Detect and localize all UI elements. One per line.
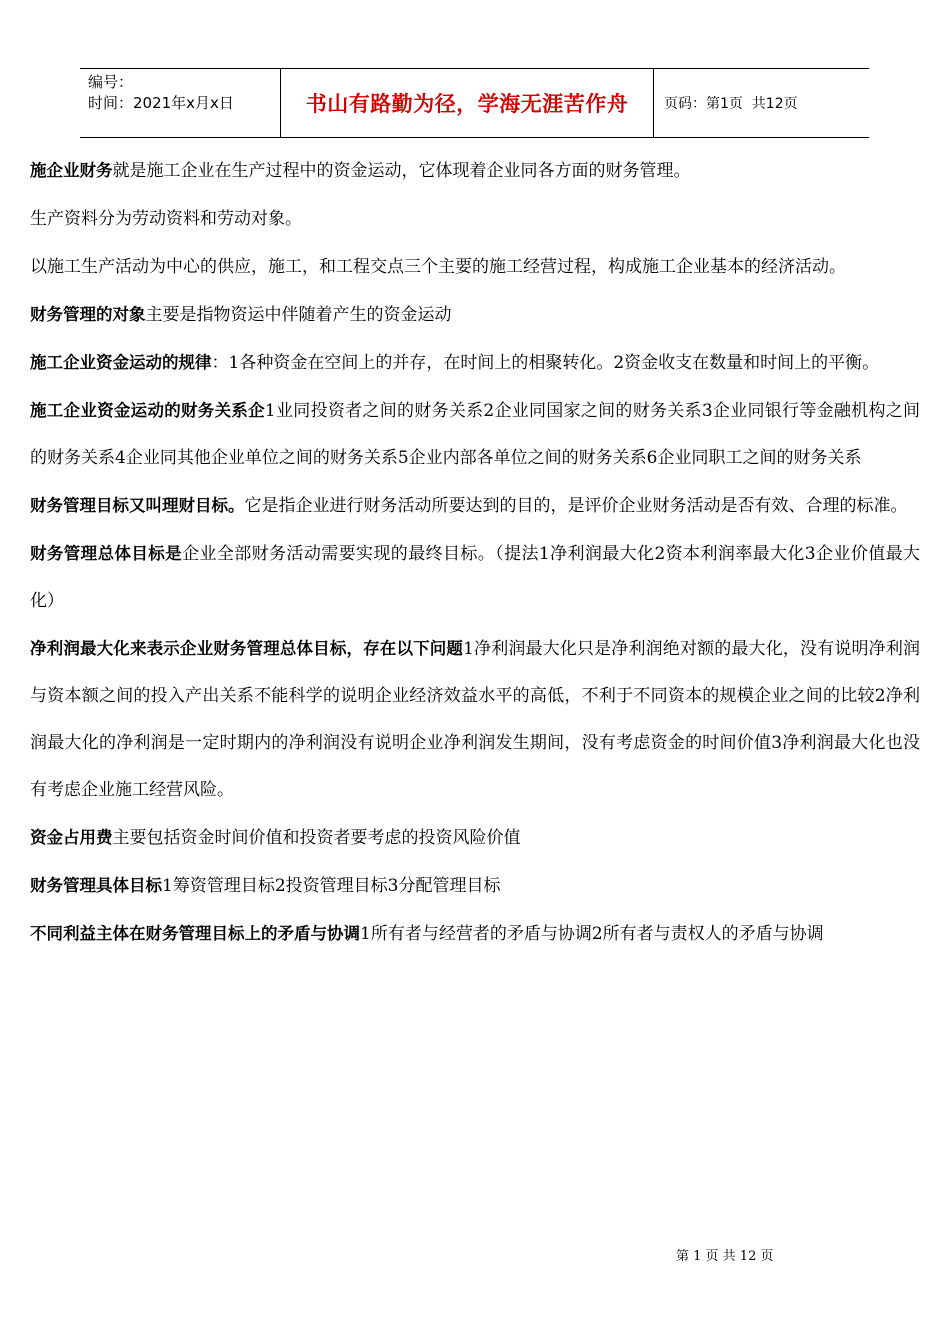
paragraph xyxy=(30,910,920,958)
paragraph-text: 企业全部财务活动需要实现的最终目标。（提法1净利润最大化2资本利润率最大化3企业价值最大化） xyxy=(30,544,920,611)
paragraph-term: 财务管理目标又叫理财目标。 xyxy=(30,496,245,515)
paragraph-text: 1所有者与经营者的矛盾与协调2所有者与责权人的矛盾与协调 xyxy=(360,924,824,944)
page-header xyxy=(80,68,869,138)
paragraph-text: 就是施工企业在生产过程中的资金运动，它体现着企业同各方面的财务管理。 xyxy=(112,161,691,181)
paragraph-text: 它是指企业进行财务活动所要达到的目的，是评价企业财务活动是否有效、合理的标准。 xyxy=(244,496,908,516)
paragraph-term: 财务管理具体目标 xyxy=(30,876,162,895)
paragraph-text: 1净利润最大化只是净利润绝对额的最大化，没有说明净利润与资本额之间的投入产出关系不能科学的说明企业经济效益水平的高低，不利于不同资本的规模企业之间的比较2净利润最大化的净利润是一定时期内的净利润没有说明企业净利润发生期间，没有考虑资金的时间价值3净利润最大化也没有考虑企业施工经营风险。 xyxy=(30,639,920,800)
paragraph xyxy=(30,482,920,530)
paragraph-text: 主要包括资金时间价值和投资者要考虑的投资风险价值 xyxy=(112,828,521,848)
paragraph xyxy=(30,195,920,243)
time-label: 时间：2021年x月x日 xyxy=(88,94,234,112)
paragraph-text: 以施工生产活动为中心的供应，施工，和工程交点三个主要的施工经营过程，构成施工企业基本的经济活动。 xyxy=(30,257,846,277)
page-footer: 第 1 页 共 12 页 xyxy=(676,1249,774,1264)
paragraph xyxy=(30,814,920,862)
paragraph xyxy=(30,243,920,291)
paragraph-term: 财务管理总体目标是 xyxy=(30,544,183,563)
paragraph-term: 财务管理的对象 xyxy=(30,305,146,324)
paragraph xyxy=(30,530,920,625)
number-label: 编号： xyxy=(88,73,134,91)
paragraph xyxy=(30,147,920,195)
paragraph xyxy=(30,291,920,339)
paragraph-text: 主要是指物资运中伴随着产生的资金运动 xyxy=(145,305,452,325)
paragraph-term: 施企业财务 xyxy=(30,161,113,180)
paragraph-term: 资金占用费 xyxy=(30,828,113,847)
header-page-info xyxy=(654,69,869,137)
paragraph xyxy=(30,387,920,482)
document-body xyxy=(30,147,920,958)
header-motto: 书山有路勤为径，学海无涯苦作舟 xyxy=(281,69,654,137)
page-info-text: 页码：第1页 共12页 xyxy=(664,96,798,112)
paragraph-text: 生产资料分为劳动资料和劳动对象。 xyxy=(30,209,302,229)
paragraph-term: 净利润最大化来表示企业财务管理总体目标，存在以下问题 xyxy=(30,639,464,658)
paragraph-text: ：1各种资金在空间上的并存，在时间上的相聚转化。2资金收支在数量和时间上的平衡。 xyxy=(211,353,880,373)
paragraph-text: 1业同投资者之间的财务关系2企业同国家之间的财务关系3企业同银行等金融机构之间的财务关系4企业同其他企业单位之间的财务关系5企业内部各单位之间的财务关系6企业同职工之间的财务关系 xyxy=(30,401,920,468)
header-meta xyxy=(80,69,281,137)
paragraph xyxy=(30,625,920,814)
paragraph-term: 不同利益主体在财务管理目标上的矛盾与协调 xyxy=(30,924,360,943)
paragraph-term: 施工企业资金运动的财务关系企 xyxy=(30,401,265,420)
paragraph xyxy=(30,339,920,387)
paragraph-text: 1筹资管理目标2投资管理目标3分配管理目标 xyxy=(162,876,501,896)
paragraph-term: 施工企业资金运动的规律 xyxy=(30,353,212,372)
paragraph xyxy=(30,862,920,910)
